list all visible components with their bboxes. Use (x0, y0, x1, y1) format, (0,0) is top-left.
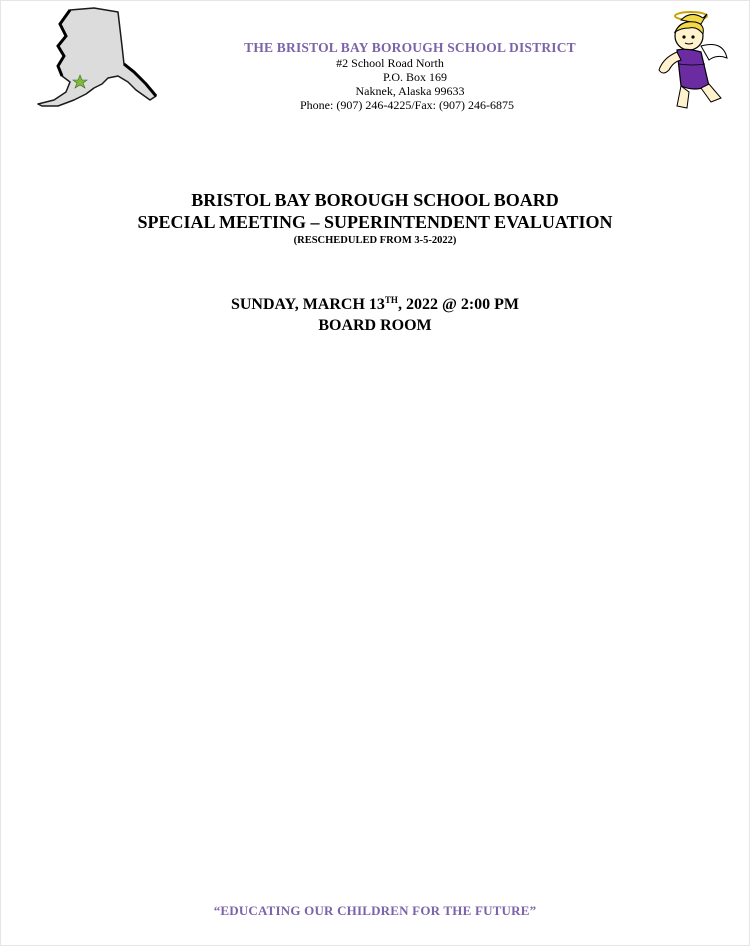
address-city: Naknek, Alaska 99633 (355, 84, 465, 98)
date-prefix: SUNDAY, MARCH 13 (230, 296, 385, 313)
meeting-title: SPECIAL MEETING – SUPERINTENDENT EVALUATION (137, 212, 613, 232)
meeting-location: BOARD ROOM (318, 317, 432, 334)
district-name: THE BRISTOL BAY BOROUGH SCHOOL DISTRICT (244, 40, 576, 55)
date-ordinal: TH (384, 295, 398, 305)
address-po-box: P.O. Box 169 (382, 70, 447, 84)
date-rest: , 2022 @ 2:00 PM (397, 296, 520, 313)
angel-mascot-icon (651, 6, 731, 114)
letterhead (160, 40, 660, 112)
meeting-title-block (0, 189, 750, 248)
footer-motto: “EDUCATING OUR CHILDREN FOR THE FUTURE” (213, 903, 537, 918)
meeting-date-block (0, 294, 750, 336)
address-street: #2 School Road North (336, 56, 444, 70)
reschedule-note: (RESCHEDULED FROM 3-5-2022) (293, 235, 457, 246)
board-title: BRISTOL BAY BOROUGH SCHOOL BOARD (191, 190, 559, 210)
phone-fax: Phone: (907) 246-4225/Fax: (907) 246-6875 (300, 98, 514, 112)
meeting-date (0, 294, 750, 315)
